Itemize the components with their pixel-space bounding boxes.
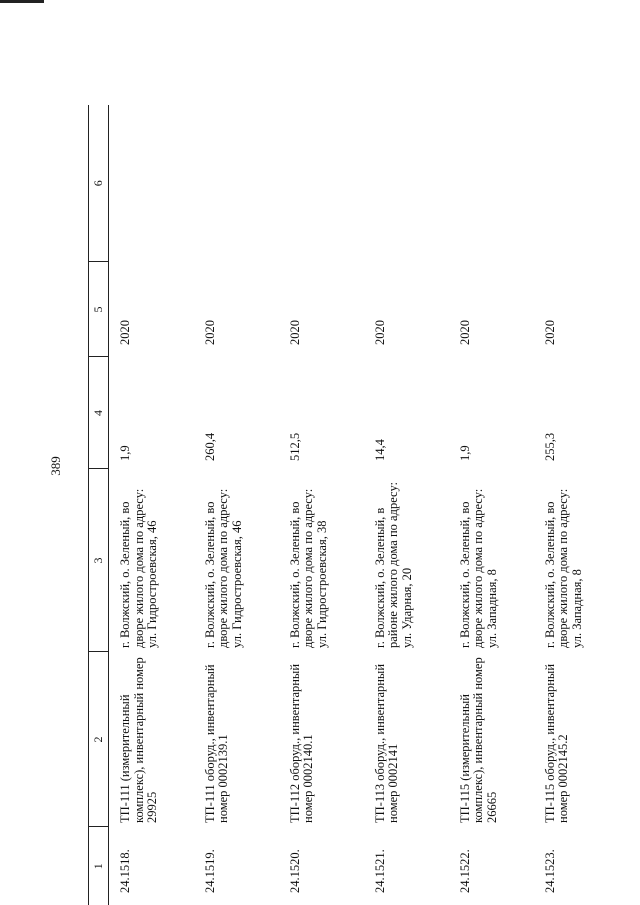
object-extra	[534, 105, 619, 262]
object-extra	[109, 105, 194, 262]
object-extra	[194, 105, 279, 262]
object-address: г. Волжский, о. Зеленый, во дворе жилого дома по адресу: ул. Гидростроевская, 38	[287, 488, 329, 648]
object-area: 512,5	[287, 432, 302, 461]
object-area: 260,4	[202, 432, 217, 461]
property-table	[88, 105, 619, 905]
object-year: 2020	[118, 320, 132, 345]
header-row	[89, 105, 109, 905]
row-number: 24.1522.	[457, 849, 472, 893]
object-name: ТП-115 (измерительный комплекс), инвентарный номер 26665	[457, 657, 499, 823]
rotated-table-area	[88, 105, 626, 905]
table-row	[534, 105, 619, 905]
object-area: 1,9	[457, 445, 472, 461]
row-number: 24.1521.	[372, 849, 387, 893]
object-extra	[279, 105, 364, 262]
row-number: 24.1519.	[202, 849, 217, 893]
row-number: 24.1523.	[542, 849, 557, 893]
object-name: ТП-112 оборуд., инвентарный номер 0002140.1	[287, 663, 315, 823]
column-header-6: 6	[89, 105, 109, 262]
object-year: 2020	[202, 320, 217, 345]
object-name: ТП-111 оборуд., инвентарный номер 0002139.1	[202, 664, 230, 823]
object-area: 255,3	[542, 432, 557, 461]
object-name: ТП-115 оборуд., инвентарный номер 0002145.2	[542, 663, 570, 823]
object-name: ТП-111 (измерительный комплекс), инвентарный номер 29925	[118, 657, 159, 823]
object-extra	[364, 105, 449, 262]
table-row	[194, 105, 279, 905]
row-number: 24.1520.	[287, 849, 302, 893]
page-number: 389	[48, 456, 63, 476]
corner-mark	[0, 0, 44, 3]
object-area: 14,4	[372, 439, 387, 461]
object-address: г. Волжский, о. Зеленый, в районе жилого дома по адресу: ул. Ударная, 20	[372, 482, 414, 648]
column-header-3: 3	[89, 469, 109, 652]
object-address: г. Волжский, о. Зеленый, во дворе жилого дома по адресу: ул. Западная, 8	[542, 488, 584, 648]
object-name: ТП-113 оборуд., инвентарный номер 0002141	[372, 663, 400, 823]
object-year: 2020	[372, 320, 387, 345]
object-address: г. Волжский, о. Зеленый, во дворе жилого дома по адресу: ул. Гидростроевская, 46	[202, 488, 244, 648]
column-header-5: 5	[89, 262, 109, 357]
object-year: 2020	[542, 320, 557, 345]
object-address: г. Волжский, о. Зеленый, во дворе жилого дома по адресу: ул. Гидростроевская, 46	[118, 488, 159, 648]
column-header-2: 2	[89, 652, 109, 827]
column-header-4: 4	[89, 357, 109, 469]
row-number: 24.1518.	[118, 849, 132, 893]
object-area: 1,9	[118, 445, 132, 461]
table-row	[364, 105, 449, 905]
object-year: 2020	[457, 320, 472, 345]
object-year: 2020	[287, 320, 302, 345]
table-row	[109, 105, 194, 905]
object-extra	[449, 105, 534, 262]
column-header-1: 1	[89, 827, 109, 905]
table-row	[279, 105, 364, 905]
table-row	[449, 105, 534, 905]
object-address: г. Волжский, о. Зеленый, во дворе жилого дома по адресу: ул. Западная, 8	[457, 488, 499, 648]
